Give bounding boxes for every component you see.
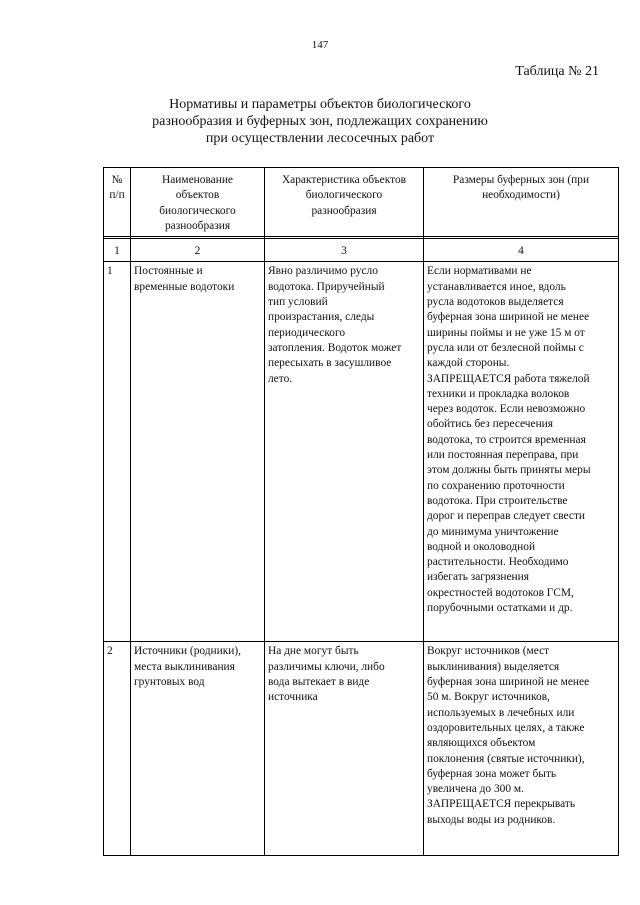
column-number: 1	[104, 239, 131, 262]
object-name-cell	[131, 262, 265, 642]
cell-line: до минимума уничтожение	[427, 525, 559, 538]
header-line: разнообразия	[164, 219, 231, 232]
header-line: объектов	[175, 189, 220, 202]
cell-line: ширины поймы и не уже 15 м от	[427, 326, 585, 339]
cell-line: Постоянные и	[134, 265, 203, 278]
cell-line: произрастания, следы	[268, 311, 375, 324]
cell-line: источника	[268, 691, 318, 704]
column-number: 4	[424, 239, 619, 262]
cell-line: лето.	[268, 372, 293, 385]
cell-line: поклонения (святые источники),	[427, 752, 585, 765]
table-caption: Таблица № 21	[515, 64, 599, 79]
cell-line: или постоянная переправа, при	[427, 449, 579, 462]
header-line: Размеры буферных зон (при	[452, 174, 590, 186]
cell-line: периодического	[268, 326, 346, 339]
cell-line: этом должны быть приняты меры	[427, 464, 591, 477]
norms-table	[103, 167, 619, 856]
buffer-zone-cell	[424, 262, 619, 642]
cell-line: На дне могут быть	[268, 645, 359, 658]
cell-line: водной и околоводной	[427, 540, 536, 553]
cell-line: каждой стороны.	[427, 357, 510, 370]
cell-line: по сохранению проточности	[427, 479, 565, 492]
header-line: Характеристика объектов	[281, 174, 407, 186]
cell-line: дорог и переправ следует свести	[427, 510, 586, 523]
cell-line: через водоток. Если невозможно	[427, 403, 586, 416]
cell-line: затопления. Водоток может	[268, 341, 402, 354]
header-line: необходимости)	[482, 189, 560, 202]
title-line: Нормативы и параметры объектов биологического	[169, 97, 471, 112]
cell-line: растительности. Необходимо	[427, 556, 569, 569]
column-number: 3	[265, 239, 424, 262]
cell-line: оздоровительных целях, а также	[427, 721, 585, 734]
cell-line: вода вытекает в виде	[268, 676, 370, 689]
cell-line: являющихся объектом	[427, 737, 536, 750]
cell-line: выклинивания) выделяется	[427, 660, 560, 673]
header-line: Наименование	[162, 174, 233, 186]
cell-line: водотока, то строится временная	[427, 433, 586, 446]
cell-line: используемых в лечебных или	[427, 706, 575, 719]
header-line: №	[111, 174, 123, 186]
cell-line: порубочными остатками и др.	[427, 602, 573, 615]
cell-line: водотока. Приручейный	[268, 280, 385, 293]
cell-line: русла водотоков выделяется	[427, 296, 564, 309]
cell-line: буферная зона шириной не менее	[427, 311, 590, 324]
page-number: 147	[311, 39, 329, 51]
cell-line: окрестностей водотоков ГСМ,	[427, 586, 574, 599]
cell-line: обойтись без пересечения	[427, 418, 554, 431]
cell-line: грунтовых вод	[134, 676, 205, 689]
cell-line: пересыхать в засушливое	[268, 357, 392, 370]
cell-line: выходы воды из родников.	[427, 813, 556, 826]
cell-line: 50 м. Вокруг источников,	[427, 691, 550, 704]
characteristic-cell	[265, 642, 424, 856]
table-row	[104, 642, 619, 856]
header-line: биологического	[305, 189, 383, 202]
cell-line: Явно различимо русло	[268, 265, 378, 278]
column-header-name	[131, 168, 265, 237]
cell-line: ЗАПРЕЩАЕТСЯ работа тяжелой	[427, 372, 590, 385]
cell-line: буферная зона может быть	[427, 767, 557, 780]
cell-line: водотока. При строительстве	[427, 494, 568, 507]
characteristic-cell	[265, 262, 424, 642]
column-number-row	[104, 239, 619, 262]
title-line: разнообразия и буферных зон, подлежащих сохранению	[152, 114, 488, 129]
cell-line: Вокруг источников (мест	[427, 645, 550, 658]
column-header-buffer	[424, 168, 619, 237]
cell-line: русла или от безлесной поймы с	[427, 341, 584, 354]
table-row	[104, 262, 619, 642]
cell-line: тип условий	[268, 296, 328, 309]
table-header-row	[104, 168, 619, 237]
cell-line: временные водотоки	[134, 280, 235, 293]
cell-line: техники и прокладка волоков	[427, 387, 570, 400]
column-header-characteristic	[265, 168, 424, 237]
buffer-zone-cell	[424, 642, 619, 856]
cell-line: различимы ключи, либо	[268, 660, 385, 673]
cell-line: устанавливается иное, вдоль	[427, 280, 566, 293]
cell-line: Если нормативами не	[427, 265, 532, 278]
title-line: при осуществлении лесосечных работ	[205, 131, 435, 146]
row-number: 2	[104, 642, 131, 856]
cell-line: увеличена до 300 м.	[427, 783, 524, 796]
header-line: разнообразия	[311, 204, 377, 217]
row-number: 1	[104, 262, 131, 642]
cell-line: избегать загрязнения	[427, 571, 529, 584]
column-header-number	[104, 168, 131, 237]
cell-line: ЗАПРЕЩАЕТСЯ перекрывать	[427, 798, 576, 811]
cell-line: Источники (родники),	[134, 645, 242, 658]
header-line: п/п	[109, 189, 125, 202]
cell-line: места выклинивания	[134, 660, 235, 673]
object-name-cell	[131, 642, 265, 856]
header-line: биологического	[159, 204, 236, 217]
cell-line: буферная зона шириной не менее	[427, 676, 590, 689]
column-number: 2	[131, 239, 265, 262]
document-title	[100, 96, 540, 147]
